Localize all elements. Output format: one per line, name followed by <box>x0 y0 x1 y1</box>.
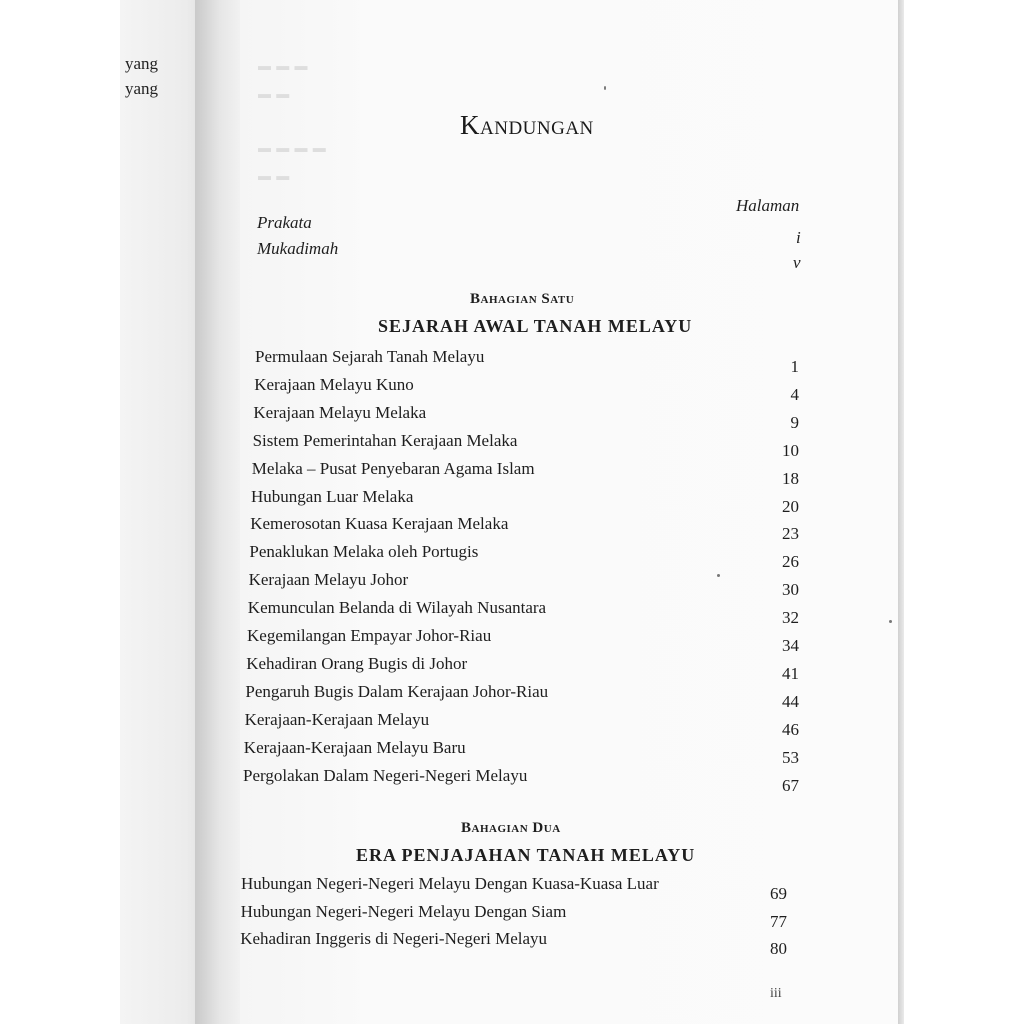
toc-entry-title: Kerajaan Melayu Kuno <box>254 374 414 394</box>
toc-entry-page: 20 <box>782 496 799 516</box>
toc-entry <box>0 710 1024 738</box>
toc-entry-title: Kerajaan Melayu Johor <box>248 570 409 590</box>
toc-entry <box>0 598 1024 626</box>
toc-entry-page: 77 <box>770 911 787 931</box>
paper-speck <box>717 574 720 577</box>
toc-entry <box>0 929 1024 957</box>
toc-entry <box>0 431 1024 459</box>
toc-entry-page: 80 <box>770 939 787 958</box>
toc-entry <box>0 542 1024 570</box>
toc-entry <box>0 874 1024 902</box>
page-column-header: Halaman <box>736 196 800 215</box>
toc-entry-title: Kehadiran Orang Bugis di Johor <box>246 653 468 673</box>
toc-entry-page: 1 <box>790 357 799 376</box>
toc-entry-page: 10 <box>782 440 799 460</box>
toc-entry-page: 34 <box>782 636 799 655</box>
toc-entry-title: Kegemilangan Empayar Johor-Riau <box>247 626 492 645</box>
toc-entry-title: Sistem Pemerintahan Kerajaan Melaka <box>252 430 518 450</box>
toc-entry-title: Kemerosotan Kuasa Kerajaan Melaka <box>250 514 509 534</box>
toc-entry-title: Penaklukan Melaka oleh Portugis <box>249 542 479 562</box>
paper-speck <box>604 86 606 90</box>
front-matter-title: Prakata <box>257 213 312 232</box>
toc-entry-title: Pergolakan Dalam Negeri-Negeri Melayu <box>243 765 528 785</box>
toc-entry-title: Kerajaan Melayu Melaka <box>253 402 427 422</box>
toc-entry-page: 9 <box>790 412 799 432</box>
toc-entry-page: 32 <box>782 608 799 628</box>
toc-entry <box>0 375 1024 403</box>
part-two-label: Bahagian Dua <box>461 820 561 836</box>
toc-entry-title: Permulaan Sejarah Tanah Melayu <box>255 347 485 366</box>
front-matter-title: Mukadimah <box>257 239 339 258</box>
toc-entry <box>0 570 1024 598</box>
bleed-through-mark: ▬ ▬ <box>258 86 291 101</box>
toc-entry <box>0 487 1024 515</box>
toc-entry-title: Hubungan Negeri-Negeri Melayu Dengan Siam <box>240 901 567 921</box>
page-number: iii <box>770 986 782 1001</box>
toc-entry-page: 4 <box>790 384 799 404</box>
toc-entry-title: Pengaruh Bugis Dalam Kerajaan Johor-Riau <box>245 681 549 701</box>
toc-entry-page: 41 <box>782 663 799 683</box>
toc-entry-page: 44 <box>782 691 799 711</box>
toc-entry-page: 53 <box>782 747 799 767</box>
toc-entry <box>0 766 1024 794</box>
toc-entry-title: Hubungan Luar Melaka <box>251 486 414 506</box>
front-matter-page: v <box>793 253 801 272</box>
toc-entry <box>0 347 1024 375</box>
bleed-through-mark: ▬ ▬ <box>258 168 291 183</box>
bleed-through-mark: ▬ ▬ ▬ <box>258 58 309 73</box>
toc-entry-page: 67 <box>782 775 799 795</box>
toc-entry-page: 18 <box>782 468 799 488</box>
toc-entry-page: 23 <box>782 524 799 544</box>
toc-entry-page: 69 <box>770 884 787 903</box>
toc-entry-page: 46 <box>782 719 799 739</box>
part-one-label: Bahagian Satu <box>470 291 575 307</box>
toc-entry <box>0 654 1024 682</box>
toc-entry-title: Kerajaan-Kerajaan Melayu <box>244 709 430 729</box>
toc-entry-title: Kerajaan-Kerajaan Melayu Baru <box>243 737 466 757</box>
part-one-title: SEJARAH AWAL TANAH MELAYU <box>378 316 693 336</box>
toc-entry <box>0 626 1024 654</box>
toc-entry <box>0 902 1024 930</box>
toc-entry-page: 26 <box>782 552 799 572</box>
left-page-word: yang <box>125 54 159 73</box>
toc-entry-title: Kehadiran Inggeris di Negeri-Negeri Melayu <box>240 929 548 948</box>
front-matter-page: i <box>796 228 801 247</box>
toc-entry <box>0 459 1024 487</box>
left-page-word: yang <box>125 79 159 98</box>
bleed-through-mark: ▬ ▬ ▬ ▬ <box>258 140 327 155</box>
paper-speck <box>889 620 892 623</box>
toc-entry <box>0 738 1024 766</box>
toc-entry <box>0 514 1024 542</box>
toc-entry-page: 30 <box>782 580 799 600</box>
toc-entry <box>0 403 1024 431</box>
page-title: Kandungan <box>460 110 594 140</box>
toc-entry-title: Kemunculan Belanda di Wilayah Nusantara <box>247 598 547 618</box>
toc-entry-title: Hubungan Negeri-Negeri Melayu Dengan Kuasa-Kuasa Luar <box>241 874 659 893</box>
toc-entry <box>0 682 1024 710</box>
part-two-title: ERA PENJAJAHAN TANAH MELAYU <box>356 845 696 865</box>
toc-entry-title: Melaka – Pusat Penyebaran Agama Islam <box>251 458 535 478</box>
